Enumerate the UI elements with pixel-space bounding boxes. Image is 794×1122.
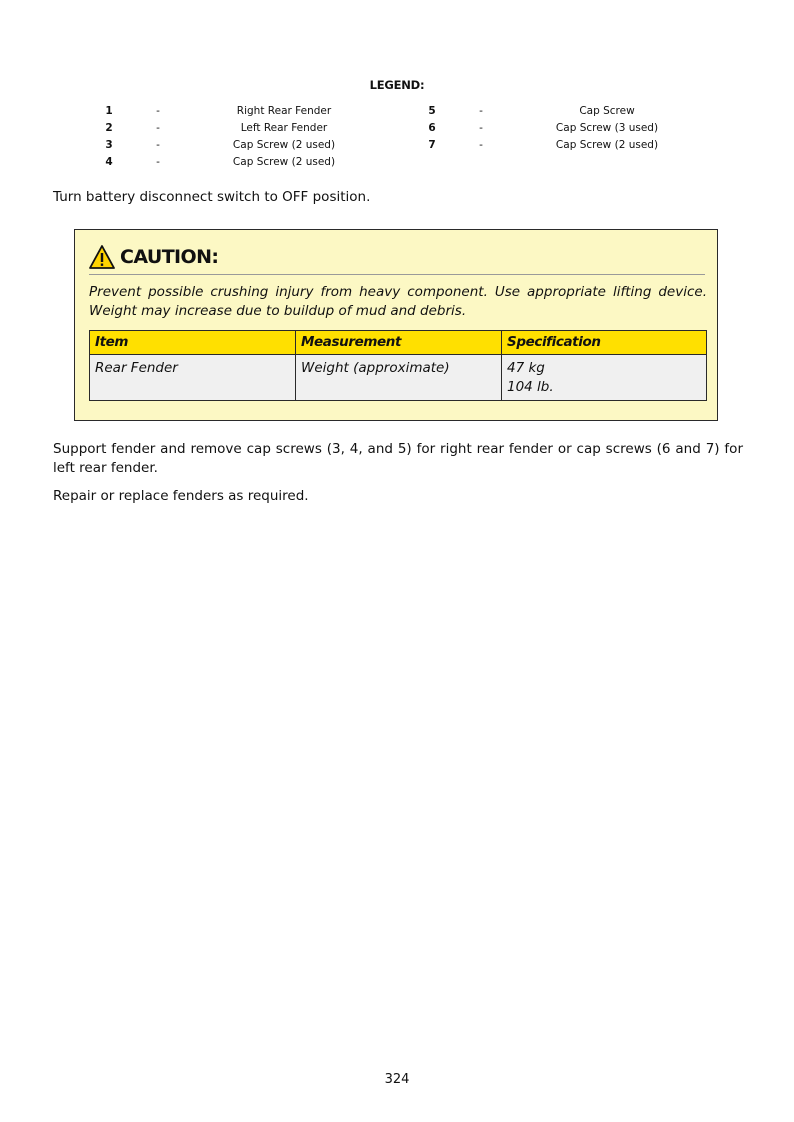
caution-box: [74, 229, 718, 421]
legend-description: Cap Screw (2 used): [232, 156, 336, 168]
legend-description: Cap Screw (2 used): [232, 139, 336, 151]
legend-separator: -: [156, 105, 160, 117]
page-number: 324: [384, 1072, 410, 1087]
caution-divider: [89, 274, 705, 275]
legend-separator: -: [156, 122, 160, 134]
legend-description: Cap Screw: [579, 105, 635, 117]
legend-number: 4: [105, 156, 113, 168]
legend-row: [0, 105, 794, 122]
legend-grid: [0, 105, 794, 173]
legend-description: Right Rear Fender: [236, 105, 332, 117]
legend-number: 2: [105, 122, 113, 134]
caution-text: Prevent possible crushing injury from heavy component. Use appropriate lifting device. Weight may increase due to buildup of mud and debris.: [89, 284, 707, 319]
legend-number: 3: [105, 139, 113, 151]
caution-title: CAUTION:: [120, 246, 219, 268]
legend-separator: -: [479, 122, 483, 134]
legend-description: Left Rear Fender: [240, 122, 328, 134]
legend-separator: -: [156, 156, 160, 168]
legend-title: LEGEND:: [369, 78, 425, 92]
legend-number: 5: [428, 105, 436, 117]
spec-metric-value: 47 kg: [507, 360, 545, 376]
table-header-row: [90, 331, 707, 355]
legend-description: Cap Screw (3 used): [555, 122, 659, 134]
caution-header: [89, 242, 218, 272]
legend-row: [0, 122, 794, 139]
instruction-step: Turn battery disconnect switch to OFF position.: [53, 189, 371, 205]
instruction-step: Repair or replace fenders as required.: [53, 488, 309, 504]
table-cell-item: Rear Fender: [90, 355, 296, 401]
legend-row: [0, 139, 794, 156]
table-header-specification: Specification: [502, 331, 707, 355]
legend-row: [0, 156, 794, 173]
instruction-step: Support fender and remove cap screws (3, 4, and 5) for right rear fender or cap screws (6 and 7) for left rear fender.: [53, 441, 743, 476]
spec-imperial-value: 104 lb.: [507, 379, 554, 395]
legend-separator: -: [156, 139, 160, 151]
legend-description: Cap Screw (2 used): [555, 139, 659, 151]
legend-separator: -: [479, 139, 483, 151]
legend-number: 1: [105, 105, 113, 117]
specification-table: [89, 330, 707, 401]
legend-separator: -: [479, 105, 483, 117]
legend-number: 6: [428, 122, 436, 134]
legend-number: 7: [428, 139, 436, 151]
table-cell-specification: [502, 355, 707, 401]
table-cell-measurement: Weight (approximate): [296, 355, 502, 401]
warning-triangle-icon: [89, 244, 115, 270]
table-row: [90, 355, 707, 401]
table-header-measurement: Measurement: [296, 331, 502, 355]
table-header-item: Item: [90, 331, 296, 355]
